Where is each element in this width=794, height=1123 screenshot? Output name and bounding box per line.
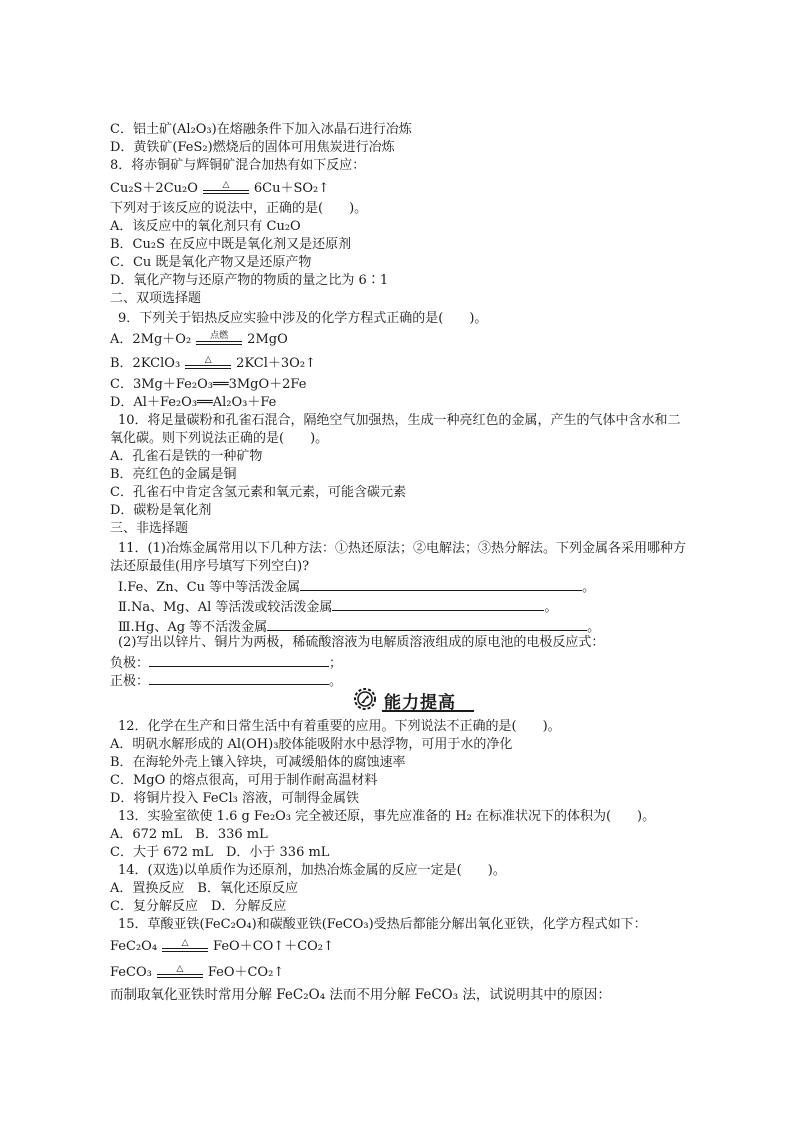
- section-heading-3: 三、非选择题: [110, 521, 189, 536]
- question-13-options-ab: A．672 mL B．336 mL: [110, 827, 268, 842]
- answer-blank[interactable]: [149, 670, 329, 685]
- reaction-condition-heat: △: [155, 964, 205, 982]
- section-heading-2: 二、双项选择题: [110, 291, 202, 306]
- positive-electrode-line: 正极： 。: [110, 670, 342, 691]
- question-10-stem-cont: 氧化碳。则下列说法正确的是( )。: [110, 431, 329, 446]
- question-9-option-c: C．3Mg＋Fe₂O₃══3MgO＋2Fe: [110, 377, 307, 392]
- question-9-option-b: B．2KClO₃ △ 2KCl＋3O₂↑: [110, 355, 316, 371]
- question-11-stem: 11．(1)冶炼金属常用以下几种方法：①热还原法；②电解法；③热分解法。下列金属各采用哪种方: [118, 541, 686, 556]
- question-10-stem: 10．将足量碳粉和孔雀石混合，隔绝空气加强热，生成一种亮红色的金属，产生的气体中含水和二: [118, 413, 681, 428]
- question-10-option-b: B．亮红色的金属是铜: [110, 467, 237, 482]
- question-13-stem: 13．实验室欲使 1.6 g Fe₂O₃ 完全被还原，事先应准备的 H₂ 在标准状况下的体积为( )。: [118, 809, 656, 824]
- negative-electrode-line: 负极： ；: [110, 652, 342, 673]
- question-9-option-d: D．Al＋Fe₂O₃══Al₂O₃＋Fe: [110, 395, 277, 410]
- divider: [382, 710, 474, 712]
- question-8-option-b: B．Cu₂S 在反应中既是氧化剂又是还原剂: [110, 237, 352, 252]
- question-11-part-iii: Ⅲ.Hg、Ag 等不活泼金属 。: [118, 616, 600, 637]
- question-8-prompt: 下列对于该反应的说法中，正确的是( )。: [110, 201, 368, 216]
- question-12-stem: 12．化学在生产和日常生活中有着重要的应用。下列说法不正确的是( )。: [118, 719, 561, 734]
- option-d-pyrite: D．黄铁矿(FeS₂)燃烧后的固体可用焦炭进行冶炼: [110, 140, 395, 155]
- reaction-condition-heat: △: [183, 355, 233, 373]
- question-15-stem: 15．草酸亚铁(FeC₂O₄)和碳酸亚铁(FeCO₃)受热后都能分解出氧化亚铁，化学方程式如下：: [118, 917, 647, 932]
- question-10-option-d: D．碳粉是氧化剂: [110, 503, 212, 518]
- equation-right: 6Cu＋SO₂↑: [253, 181, 330, 196]
- reaction-condition-heat: △: [201, 180, 251, 198]
- question-9-stem: 9．下列关于铝热反应实验中涉及的化学方程式正确的是( )。: [118, 311, 488, 326]
- question-15-equation-1: FeC₂O₄ △ FeO＋CO↑＋CO₂↑: [110, 938, 334, 954]
- reaction-condition-heat: △: [160, 938, 210, 956]
- question-14-options-cd: C．复分解反应 D．分解反应: [110, 899, 287, 914]
- answer-blank[interactable]: [300, 576, 582, 591]
- question-10-option-a: A．孔雀石是铁的一种矿物: [110, 449, 263, 464]
- answer-blank[interactable]: [267, 616, 587, 631]
- question-9-option-a: A．2Mg＋O₂ 点燃 2MgO: [110, 331, 288, 347]
- question-8-option-c: C．Cu 既是氧化产物又是还原产物: [110, 255, 312, 270]
- question-12-option-b: B．在海轮外壳上镶入锌块，可减缓船体的腐蚀速率: [110, 755, 406, 770]
- question-11-stem-cont: 法还原最佳(用序号填写下列空白)?: [110, 559, 310, 574]
- question-10-option-c: C．孔雀石中肯定含氢元素和氧元素，可能含碳元素: [110, 485, 406, 500]
- equation-left: Cu₂S＋2Cu₂O: [110, 181, 198, 196]
- answer-blank[interactable]: [149, 652, 329, 667]
- question-15-equation-2: FeCO₃ △ FeO＋CO₂↑: [110, 964, 285, 980]
- option-c-bauxite: C．铝土矿(Al₂O₃)在熔融条件下加入冰晶石进行冶炼: [110, 122, 412, 137]
- question-8-option-a: A．该反应中的氧化剂只有 Cu₂O: [110, 219, 301, 234]
- section-banner: [352, 686, 472, 712]
- question-8-option-d: D．氧化产物与还原产物的物质的量之比为 6∶1: [110, 273, 389, 288]
- reaction-condition-ignite: 点燃: [194, 331, 244, 349]
- section-banner-title: 能力提高: [384, 693, 456, 713]
- question-14-options-ab: A．置换反应 B．氧化还原反应: [110, 881, 298, 896]
- question-11-part-ii: Ⅱ.Na、Mg、Al 等活泼或较活泼金属 。: [118, 596, 557, 617]
- gear-icon: [352, 686, 378, 712]
- question-15-prompt: 而制取氧化亚铁时常用分解 FeC₂O₄ 法而不用分解 FeCO₃ 法，试说明其中的原因：: [110, 987, 611, 1003]
- question-14-stem: 14．(双选)以单质作为还原剂，加热冶炼金属的反应一定是( )。: [118, 863, 506, 878]
- answer-blank[interactable]: [332, 596, 544, 611]
- question-12-option-c: C．MgO 的熔点很高，可用于制作耐高温材料: [110, 773, 378, 788]
- question-8-stem: 8．将赤铜矿与辉铜矿混合加热有如下反应：: [110, 158, 366, 173]
- question-13-options-cd: C．大于 672 mL D．小于 336 mL: [110, 845, 330, 860]
- question-8-equation: [110, 180, 329, 198]
- question-11-part-2: (2)写出以锌片、铜片为两极，稀硫酸溶液为电解质溶液组成的原电池的电极反应式：: [118, 635, 605, 650]
- question-12-option-a: A．明矾水解形成的 Al(OH)₃胶体能吸附水中悬浮物，可用于水的净化: [110, 737, 513, 752]
- question-12-option-d: D．将铜片投入 FeCl₃ 溶液，可制得金属铁: [110, 791, 360, 806]
- question-11-part-i: Ⅰ.Fe、Zn、Cu 等中等活泼金属 。: [118, 576, 595, 597]
